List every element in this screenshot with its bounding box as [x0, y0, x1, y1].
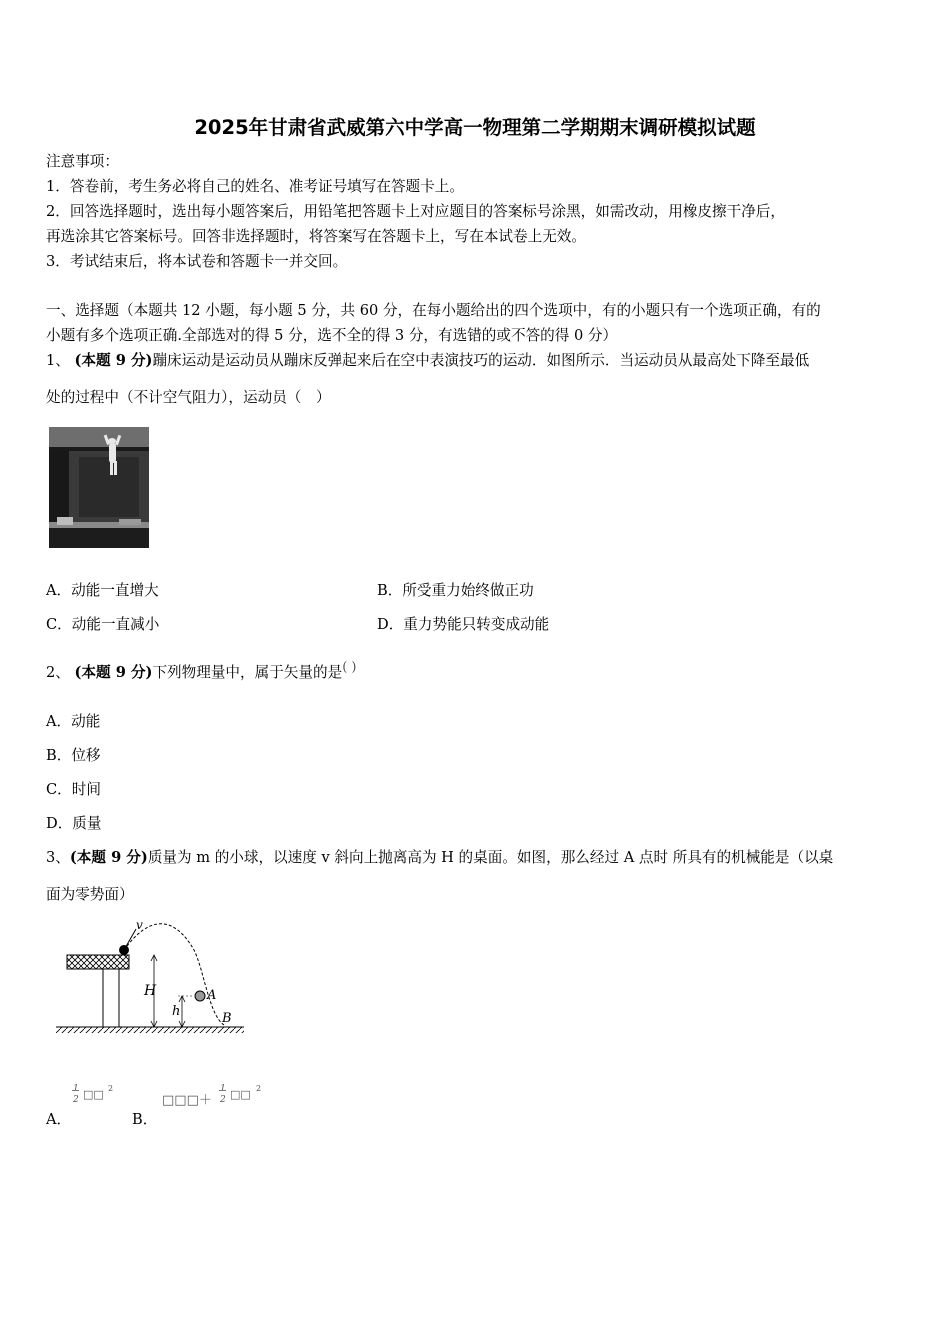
notice-item-1: 1．答卷前，考生务必将自己的姓名、准考证号填写在答题卡上。 — [46, 178, 464, 195]
formula-b-exp: 2 — [256, 1084, 262, 1093]
q2-option-d[interactable]: D．质量 — [46, 815, 102, 832]
q3-option-b[interactable]: B． — [132, 1111, 158, 1128]
q3-option-a-formula — [73, 1084, 123, 1114]
section-heading-line1: 一、选择题（本题共 12 小题，每小题 5 分，共 60 分，在每小题给出的四个选项中，有的小题只有一个选项正确，有的 — [46, 302, 821, 319]
q3-stem-line2: 面为零势面） — [46, 886, 134, 903]
formula-b-pre: □□□＋ — [162, 1093, 212, 1108]
label-v: v — [136, 918, 143, 932]
formula-a-exp: 2 — [108, 1084, 114, 1093]
label-H: H — [144, 983, 157, 999]
q3-text: 质量为 m 的小球，以速度 v 斜向上抛离高为 H 的桌面。如图，那么经过 A 点时 所具有的机械能是（以桌 — [147, 849, 834, 866]
q2-stem — [46, 660, 357, 684]
q1-stem-line1 — [46, 351, 809, 371]
q2-number: 2、 — [46, 664, 70, 681]
q1-text: 蹦床运动是运动员从蹦床反弹起来后在空中表演技巧的运动．如图所示．当运动员从最高处下降至最低 — [152, 352, 810, 369]
section-heading-line2: 小题有多个选项正确.全部选对的得 5 分，选不全的得 3 分，有选错的或不答的得 0 分） — [46, 327, 618, 344]
q1-number: 1、 — [46, 352, 70, 369]
formula-a-body: □□ — [83, 1088, 104, 1101]
notice-item-2-cont: 再选涂其它答案标号。回答非选择题时，将答案写在答题卡上，写在本试卷上无效。 — [46, 228, 586, 245]
q2-score: (本题 9 分) — [74, 664, 153, 681]
formula-a-fraction-bar — [72, 1090, 79, 1091]
notice-item-2: 2．回答选择题时，选出每小题答案后，用铅笔把答题卡上对应题目的答案标号涂黑，如需改动，用橡皮擦干净后， — [46, 203, 785, 220]
formula-a-den: 2 — [73, 1095, 79, 1105]
projectile-figure — [54, 915, 249, 1040]
label-h: h — [172, 1004, 181, 1019]
q2-option-b[interactable]: B．位移 — [46, 747, 101, 764]
notice-item-3: 3．考试结束后，将本试卷和答题卡一并交回。 — [46, 253, 348, 270]
q2-answer-paren: ( ) — [342, 660, 357, 675]
q3-number: 3、 — [46, 849, 70, 866]
q1-option-a[interactable]: A．动能一直增大 — [46, 582, 159, 599]
q1-stem-line2: 处的过程中（不计空气阻力），运动员（ ） — [46, 389, 331, 406]
q1-option-b[interactable]: B．所受重力始终做正功 — [377, 582, 534, 599]
formula-b-den: 2 — [220, 1095, 226, 1105]
q2-option-c[interactable]: C．时间 — [46, 781, 101, 798]
q2-option-a[interactable]: A．动能 — [46, 713, 101, 730]
formula-a-num: 1 — [73, 1084, 79, 1094]
q3-option-a[interactable]: A． — [46, 1111, 72, 1128]
q1-option-c[interactable]: C．动能一直减小 — [46, 616, 160, 633]
trampoline-photo — [49, 427, 149, 548]
q3-score: (本题 9 分) — [69, 849, 148, 866]
label-A: A — [207, 988, 217, 1003]
label-B: B — [222, 1011, 232, 1026]
page-title: 2025年甘肃省武威第六中学高一物理第二学期期末调研模拟试题 — [194, 116, 756, 139]
q3-stem-line1 — [46, 848, 833, 868]
q1-option-d[interactable]: D．重力势能只转变成动能 — [377, 616, 550, 633]
formula-b-fraction-bar — [219, 1090, 226, 1091]
notice-heading: 注意事项： — [46, 153, 119, 170]
q2-text: 下列物理量中，属于矢量的是 — [152, 664, 343, 681]
formula-b-body: □□ — [230, 1088, 251, 1101]
q3-option-b-formula — [162, 1084, 272, 1114]
q1-score: (本题 9 分) — [74, 352, 153, 369]
formula-b-num: 1 — [220, 1084, 226, 1094]
